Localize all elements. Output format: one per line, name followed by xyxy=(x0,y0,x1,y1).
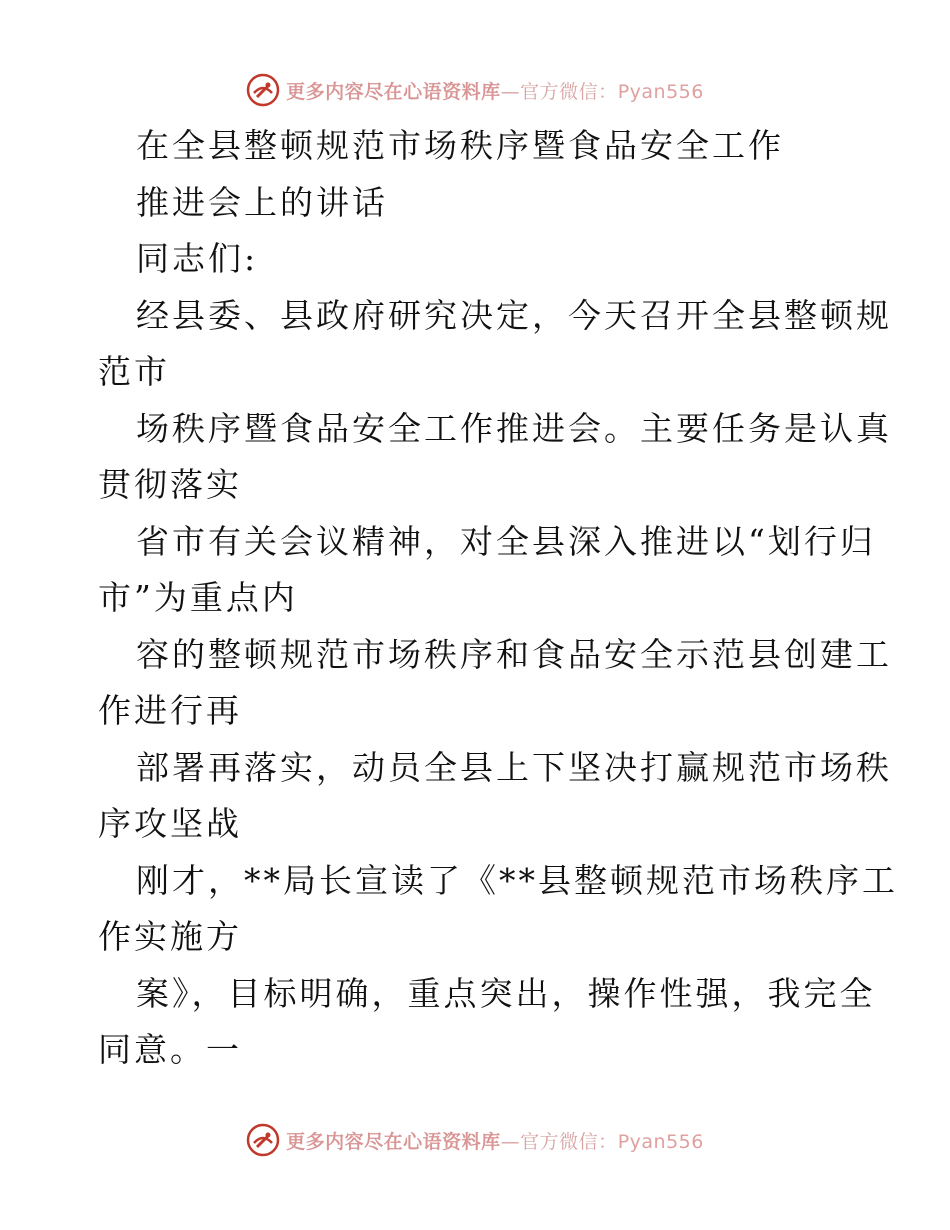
watermark-text xyxy=(286,1127,704,1154)
document-line: 市”为重点内 xyxy=(98,578,298,617)
watermark-header xyxy=(0,70,950,110)
document-line: 推进会上的讲话 xyxy=(136,182,388,222)
watermark-dash: — xyxy=(500,1130,521,1153)
watermark-id: Pyan556 xyxy=(617,1130,704,1153)
document-line: 作实施方 xyxy=(98,917,242,956)
document-body xyxy=(98,118,898,1079)
watermark-sub: 官方微信： xyxy=(520,80,618,103)
document-line: 省市有关会议精神，对全县深入推进以“划行归 xyxy=(136,521,876,561)
document-line: 部署再落实，动员全县上下坚决打赢规范市场秩 xyxy=(136,747,892,787)
document-line: 在全县整顿规范市场秩序暨食品安全工作 xyxy=(136,126,784,165)
watermark-text xyxy=(286,77,704,104)
watermark-sub: 官方微信： xyxy=(520,1130,618,1153)
book-logo-icon xyxy=(246,1123,280,1157)
watermark-main: 更多内容尽在心语资料库 xyxy=(286,1130,501,1153)
document-line: 容的整顿规范市场秩序和食品安全示范县创建工 xyxy=(136,634,892,674)
document-line: 贯彻落实 xyxy=(98,465,242,504)
book-logo-icon xyxy=(246,73,280,107)
document-line: 序攻坚战 xyxy=(98,804,242,843)
watermark-id: Pyan556 xyxy=(617,80,704,103)
document-line: 经县委、县政府研究决定，今天召开全县整顿规 xyxy=(136,295,892,335)
document-line: 案》，目标明确，重点突出，操作性强，我完全 xyxy=(136,973,876,1013)
watermark-main: 更多内容尽在心语资料库 xyxy=(286,80,501,103)
document-line: 作进行再 xyxy=(98,691,242,730)
document-line: 同意。一 xyxy=(98,1030,242,1069)
document-line: 场秩序暨食品安全工作推进会。主要任务是认真 xyxy=(136,408,892,448)
watermark-footer xyxy=(0,1120,950,1160)
document-line: 范市 xyxy=(98,352,170,391)
document-line: 同志们: xyxy=(136,239,259,278)
watermark-dash: — xyxy=(500,80,521,103)
document-line: 刚才，**局长宣读了《**县整顿规范市场秩序工 xyxy=(136,860,898,900)
